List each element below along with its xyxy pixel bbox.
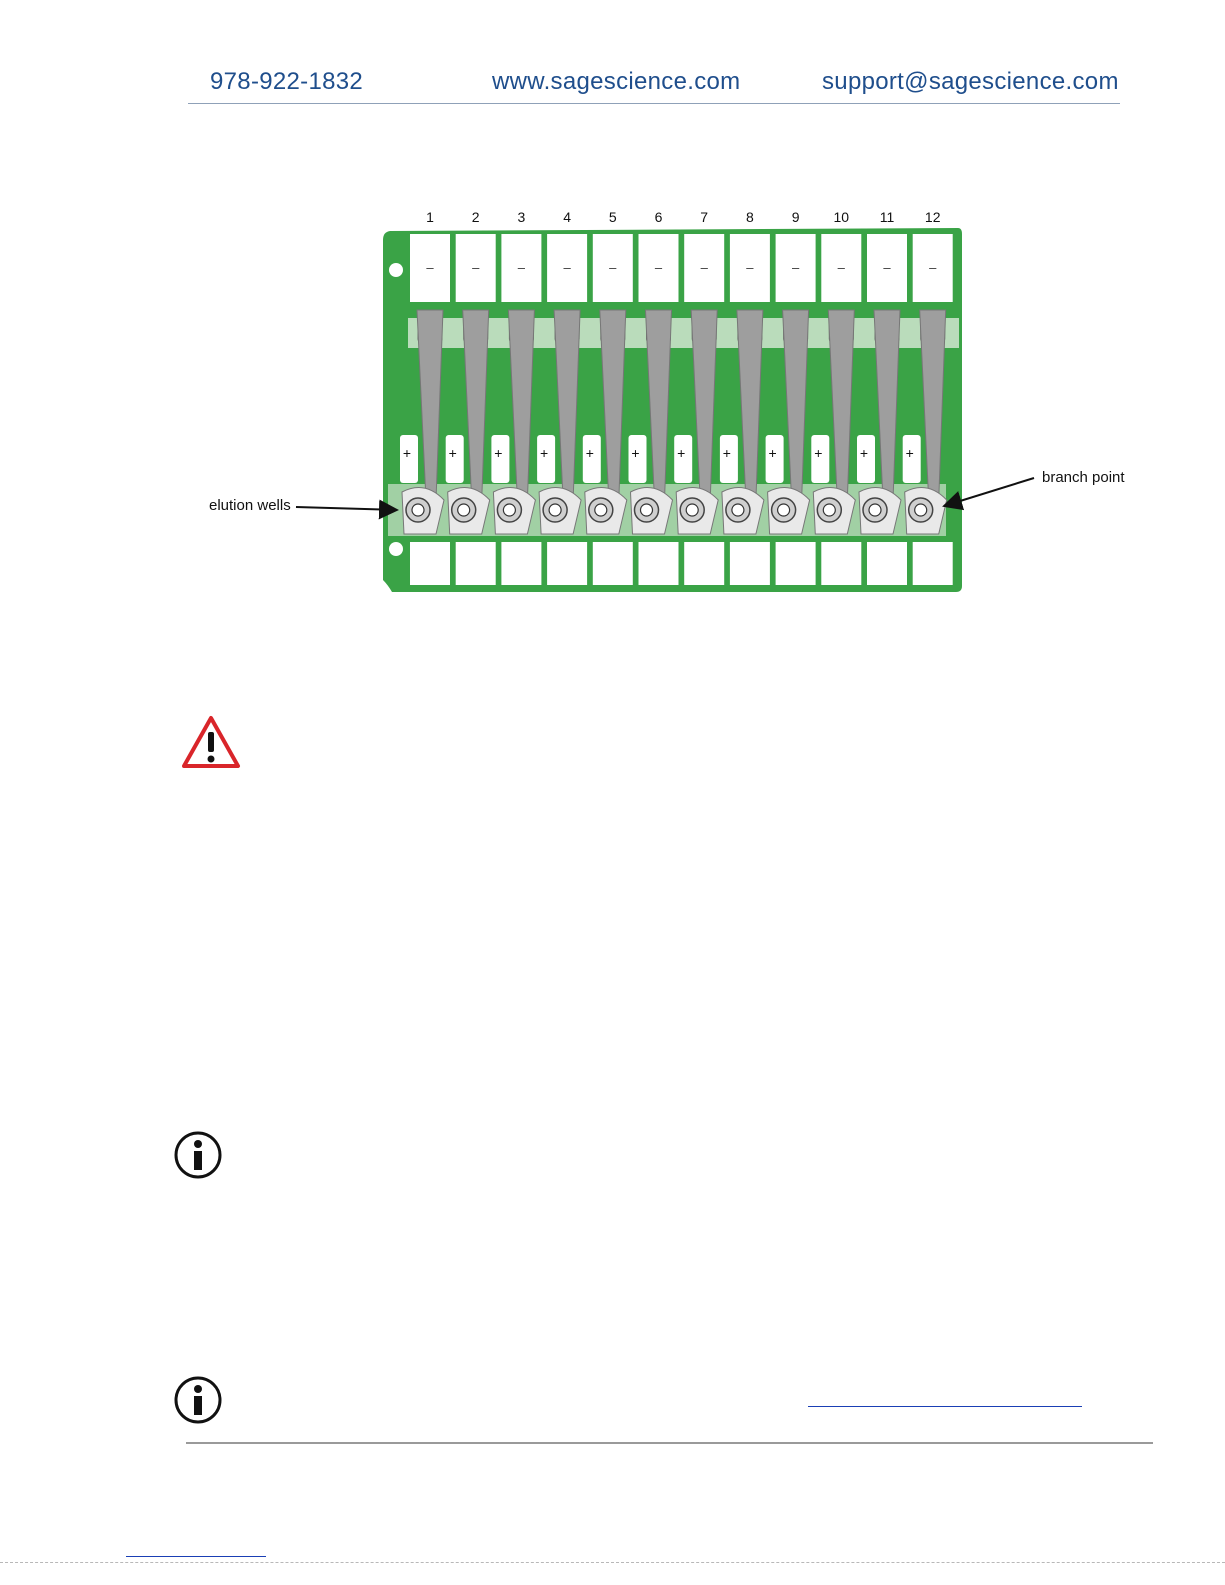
minus-label: – <box>700 260 708 275</box>
callout-elution-wells: elution wells <box>209 497 291 514</box>
minus-label: – <box>472 260 480 275</box>
plus-label: + <box>631 445 640 461</box>
minus-label: – <box>517 260 526 275</box>
plus-label: + <box>768 445 777 461</box>
plus-label: + <box>814 445 823 461</box>
minus-label: – <box>746 260 754 275</box>
arrow-branch-point <box>944 478 1034 506</box>
lane-number: 7 <box>700 209 709 225</box>
lane-number: 2 <box>471 209 480 225</box>
footer-divider <box>186 1442 1153 1444</box>
minus-label: – <box>791 260 800 275</box>
minus-label: – <box>426 260 434 275</box>
minus-label: – <box>563 260 571 275</box>
lane-number: 10 <box>833 209 850 225</box>
minus-label: – <box>837 260 845 275</box>
lane-number: 9 <box>791 209 800 225</box>
footer-link-underline[interactable] <box>126 1556 266 1557</box>
minus-label: – <box>609 260 617 275</box>
lane-number: 12 <box>924 209 941 225</box>
plus-label: + <box>722 445 731 461</box>
hyperlink-underline[interactable] <box>808 1406 1082 1407</box>
lane-number: 6 <box>654 209 663 225</box>
plus-label: + <box>540 445 549 461</box>
lane-number: 4 <box>563 209 571 225</box>
plus-label: + <box>859 445 869 461</box>
minus-label: – <box>929 260 937 275</box>
plus-label: + <box>402 445 412 461</box>
callout-arrows <box>0 0 1225 600</box>
plus-label: + <box>448 445 457 461</box>
info-icon <box>173 1130 223 1180</box>
lane-number: 11 <box>879 209 895 225</box>
plus-label: + <box>905 445 914 461</box>
minus-label: – <box>654 260 663 275</box>
lane-number: 8 <box>746 209 754 225</box>
lane-number: 5 <box>608 209 617 225</box>
header-phone: 978-922-1832 <box>210 68 364 95</box>
info-icon <box>173 1375 223 1425</box>
arrow-elution-wells <box>296 507 397 510</box>
plus-label: + <box>677 445 686 461</box>
plus-label: + <box>585 445 594 461</box>
page-edge <box>0 1562 1225 1563</box>
header-email[interactable]: support@sagescience.com <box>822 68 1119 95</box>
warning-icon <box>181 714 241 770</box>
lane-number: 1 <box>426 209 434 225</box>
header-website[interactable]: www.sagescience.com <box>492 68 741 95</box>
plus-label: + <box>494 445 503 461</box>
callout-branch-point: branch point <box>1042 469 1125 486</box>
minus-label: – <box>883 260 891 275</box>
lane-number: 3 <box>517 209 526 225</box>
